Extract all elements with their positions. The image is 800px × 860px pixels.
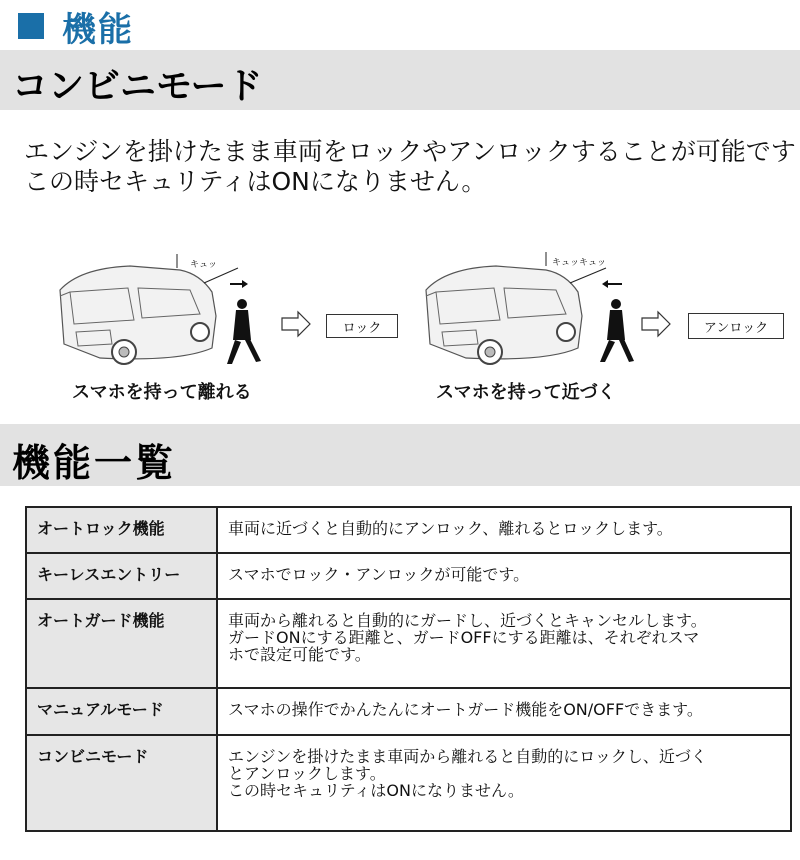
feature-name: マニュアルモード	[26, 688, 217, 735]
feature-description-line: エンジンを掛けたまま車両から離れると自動的にロックし、近づく	[228, 747, 707, 766]
section-heading: コンビニモード	[12, 66, 263, 107]
diagram-caption: スマホを持って離れる	[72, 382, 252, 403]
feature-description	[217, 507, 791, 553]
feature-description	[217, 688, 791, 735]
sound-effect-label: キュッ	[190, 260, 218, 270]
diagram-caption: スマホを持って近づく	[436, 382, 616, 403]
feature-name: キーレスエントリー	[26, 553, 217, 599]
table-row	[26, 599, 791, 688]
feature-description-line: スマホの操作でかんたんにオートガード機能をON/OFFできます。	[228, 700, 703, 719]
feature-table	[25, 506, 792, 832]
feature-description	[217, 553, 791, 599]
table-row	[26, 507, 791, 553]
feature-description-line: とアンロックします。	[228, 764, 386, 783]
result-unlock-box: アンロック	[688, 313, 784, 339]
title-square-icon	[18, 13, 44, 39]
section-heading: 機能一覧	[12, 441, 177, 485]
feature-name: コンビニモード	[26, 735, 217, 831]
result-lock-box: ロック	[326, 314, 398, 338]
feature-description-line: ガードONにする距離と、ガードOFFにする距離は、それぞれスマ	[228, 628, 700, 647]
feature-description-line: 車両から離れると自動的にガードし、近づくとキャンセルします。	[228, 611, 707, 630]
mode-description	[24, 137, 800, 197]
feature-description	[217, 735, 791, 831]
diagram-approach	[410, 240, 800, 410]
feature-description-line: スマホでロック・アンロックが可能です。	[228, 565, 530, 584]
feature-name: オートガード機能	[26, 599, 217, 688]
feature-description	[217, 599, 791, 688]
table-row	[26, 553, 791, 599]
description-line: この時セキュリティはONになりません。	[24, 167, 487, 196]
page-title-row	[18, 4, 134, 48]
feature-name: オートロック機能	[26, 507, 217, 553]
description-line: エンジンを掛けたまま車両をロックやアンロックすることが可能です	[24, 137, 796, 166]
section-heading-band	[0, 424, 800, 486]
feature-description-line: この時セキュリティはONになりません。	[228, 781, 524, 800]
sound-effect-label: キュッキュッ	[552, 258, 607, 268]
feature-description-line: ホで設定可能です。	[228, 645, 371, 664]
page-title: 機能	[62, 9, 134, 50]
table-row	[26, 735, 791, 831]
section-heading-band	[0, 50, 800, 110]
table-row	[26, 688, 791, 735]
feature-description-line: 車両に近づくと自動的にアンロック、離れるとロックします。	[228, 519, 673, 538]
diagram-walk-away	[40, 240, 410, 410]
